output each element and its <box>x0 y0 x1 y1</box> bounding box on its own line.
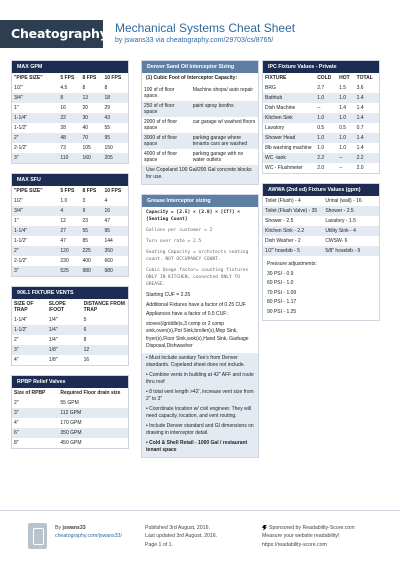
grease-text: stoves(/griddle)s,3 comp or 2 comp sink,oven(s),Pot Sink,broiler(s),Mop Sink, fryer(s),Floor Sink,wok(s),Hand Sink, Garbage Disposal,Dishwasher <box>146 320 249 350</box>
table-row <box>263 246 379 256</box>
fixture-vents-table <box>12 299 128 365</box>
table-row <box>12 438 128 448</box>
footer-page: Page 1 of 1. <box>145 541 173 548</box>
table-header: "PIPE SIZE" <box>12 186 58 196</box>
table-cell: Bathtub <box>263 93 315 103</box>
table-header: Required Floor drain size <box>58 388 128 398</box>
table-cell: 30 <box>80 113 102 123</box>
table-cell: parking garage with no water outlets <box>192 150 244 163</box>
table-header: DISTANCE FROM TRAP <box>82 299 128 315</box>
table-row <box>142 85 258 101</box>
table-row <box>12 355 128 365</box>
section-title: Denver Sand Oil Interceptor Sizing <box>142 61 258 73</box>
byline-url-link[interactable]: cheatography.com/29703/cs/8765/ <box>166 37 274 44</box>
byline-prefix: by <box>115 37 123 44</box>
formula-line: Seating Capacity = architects seating count. NOT OCCUPANCY COUNT. <box>146 249 249 263</box>
table-row <box>12 123 128 133</box>
table-cell: 16 <box>83 357 90 363</box>
table-cell: 2.2 <box>355 153 379 163</box>
table-cell: 4 <box>104 198 108 204</box>
lightning-icon <box>262 525 267 531</box>
table-cell: 2" <box>12 133 58 143</box>
table-cell: 250 sf of floor space <box>142 101 191 117</box>
table-cell: Dish Washer - 2 <box>265 238 301 244</box>
table-row <box>263 206 379 216</box>
table-cell: 4 <box>58 206 80 216</box>
table-cell: 1/4" <box>47 325 82 335</box>
table-row <box>263 216 379 226</box>
table-row <box>263 113 379 123</box>
table-cell: 205 <box>102 153 128 163</box>
footer-dates <box>145 524 217 549</box>
grease-bullet: • Coordinate location w/ civil engineer. They will need capacity, location, and vent routing. <box>146 405 252 420</box>
table-header: 5 FPS <box>58 186 80 196</box>
table-row <box>12 83 128 93</box>
table-cell: 350 GPM <box>58 428 128 438</box>
section-title: 906.1 FIXTURE VENTS <box>12 287 128 299</box>
table-cell: 1/2" <box>14 85 23 91</box>
footer-sponsor <box>262 524 355 549</box>
table-cell: 980 <box>80 266 102 276</box>
table-cell: 1.4 <box>355 133 379 143</box>
table-cell: 0.5 <box>339 125 347 131</box>
table-cell: BRG <box>265 85 276 91</box>
table-cell: 8 <box>82 85 86 91</box>
table-cell: Shower Head <box>263 133 315 143</box>
table-cell: 73 <box>60 145 66 151</box>
table-cell: 29 <box>104 105 111 111</box>
grease-bullet: • Must include sanitary Tee's from Denver standards. Copeland sheet does not include. <box>146 354 245 369</box>
sand-oil-table <box>142 85 258 165</box>
table-cell: car garage w/ washed floors <box>192 118 256 125</box>
table-row <box>12 246 128 256</box>
table-cell: 43 <box>102 113 128 123</box>
table-header: HOT <box>337 73 355 83</box>
table-cell: 2-1/2" <box>14 258 28 264</box>
table-row <box>263 153 379 163</box>
column-3 <box>262 60 380 330</box>
table-cell: 1-1/4" <box>12 113 58 123</box>
table-cell: 6 <box>82 325 128 335</box>
table-cell: 2.0 <box>356 165 364 171</box>
table-header: 10 FPS <box>102 186 128 196</box>
table-row <box>263 163 379 173</box>
table-cell: 13 <box>80 93 102 103</box>
table-cell: Dish Machine <box>265 105 296 111</box>
table-row <box>12 325 128 335</box>
table-cell: 1.4 <box>356 145 364 151</box>
ipc-fixture-values-section <box>262 60 380 174</box>
table-cell: 47 <box>60 238 66 244</box>
table-cell: Toilet (Flush) - 4 <box>265 198 301 204</box>
table-row <box>12 315 128 325</box>
section-note: Use Copeland 100 Gal/200 Gal concrete blocks for use. <box>142 165 258 184</box>
table-cell: 27 <box>58 226 80 236</box>
table-cell: 4" <box>14 420 19 426</box>
table-row <box>12 216 128 226</box>
pressure-title: Pressure adjustments: <box>267 261 317 267</box>
table-header: TOTAL <box>355 73 379 83</box>
author-avatar[interactable] <box>28 523 47 549</box>
table-header: SLOPE /FOOT <box>47 299 82 315</box>
table-cell: 1-1/4" <box>12 226 58 236</box>
grease-text: Starting CUF = 2.25 <box>146 292 191 299</box>
section-subtitle: (1) Cubic Foot of Interceptor Capacity: <box>146 75 238 81</box>
table-cell: 3" <box>12 153 58 163</box>
footer-author-url[interactable]: cheatography.com/jswans33/ <box>55 533 122 540</box>
table-row <box>142 133 258 149</box>
table-row <box>12 206 128 216</box>
table-cell: 1-1/2" <box>14 238 28 244</box>
table-cell: -- <box>317 105 321 111</box>
table-cell: 95 <box>102 226 128 236</box>
awwa-table <box>263 196 379 256</box>
table-row <box>12 196 128 206</box>
table-cell: 22 <box>58 113 80 123</box>
fixture-vents-section <box>11 286 129 366</box>
table-row <box>142 117 258 133</box>
table-cell: 8" <box>14 440 19 446</box>
table-row <box>12 93 128 103</box>
table-cell: 1-1/2" <box>14 125 28 131</box>
table-cell: parking garage where tenants cars are washed <box>191 133 258 149</box>
table-cell: 150 <box>104 145 113 151</box>
table-cell: 16 <box>102 206 128 216</box>
section-title: AWWA (2nd ed) Fixture Values (gpm) <box>263 184 379 196</box>
table-cell: 23 <box>82 218 88 224</box>
footer-updated: Last updated 3rd August, 2016. <box>145 533 218 540</box>
table-row <box>12 335 128 345</box>
table-cell: 55 GPM <box>60 400 79 406</box>
table-row <box>263 93 379 103</box>
max-gpm-section <box>11 60 129 164</box>
table-cell: 20 <box>82 105 88 111</box>
table-cell: 8lb washing machine <box>265 145 312 151</box>
max-sfu-section <box>11 173 129 277</box>
table-cell: 450 GPM <box>60 440 82 446</box>
table-row <box>263 226 379 236</box>
table-cell: Kitchen Sink - 2.2 <box>263 226 323 236</box>
table-cell: 1" <box>14 218 19 224</box>
table-cell: 4000 sf of floor space <box>144 150 178 163</box>
table-cell: 144 <box>104 238 113 244</box>
table-cell: 660 <box>104 258 113 264</box>
table-cell: 48 <box>58 133 80 143</box>
section-title: IPC Fixture Values - Private <box>263 61 379 73</box>
table-cell: 1/8" <box>48 357 58 363</box>
table-cell: 47 <box>104 218 111 224</box>
sponsor-label[interactable]: Sponsored by Readability-Score.com <box>269 525 355 531</box>
table-cell: 3" <box>12 408 58 418</box>
table-cell: 0.5 <box>317 125 325 131</box>
table-cell: 1.0 <box>317 145 325 151</box>
pressure-item: 80 PSI - 1.17 <box>267 299 297 305</box>
table-cell: 1-1/4" <box>14 317 28 323</box>
table-row <box>12 113 128 123</box>
sponsor-url[interactable]: https://readability-score.com <box>262 541 327 548</box>
table-cell: 70 <box>80 133 102 143</box>
table-row <box>263 236 379 246</box>
grease-text: Additional Fixtures have a factor of 0.25 CUF <box>146 301 246 308</box>
table-cell: Shower - 2.5 <box>323 206 379 216</box>
table-cell: WC -tank <box>263 153 315 163</box>
table-row <box>12 418 128 428</box>
table-cell: 6" <box>12 428 58 438</box>
table-cell: 170 GPM <box>60 420 82 426</box>
table-cell: 2.7 <box>317 85 325 91</box>
table-cell: 980 <box>102 266 128 276</box>
footer-by: By <box>55 525 62 531</box>
table-cell: 16 <box>60 105 66 111</box>
pressure-item: 60 PSI - 1.0 <box>267 280 294 286</box>
table-row <box>12 345 128 355</box>
table-cell: 2.2 <box>315 153 337 163</box>
table-header: 8 FPS <box>80 73 102 83</box>
table-row <box>263 103 379 113</box>
table-cell: 5/8" hosebib - 9 <box>323 246 379 256</box>
rpbp-relief-valves-section <box>11 375 129 449</box>
table-row <box>12 408 128 418</box>
table-cell: Urinal (wall) - 16 <box>325 198 362 204</box>
table-cell: Lavatory <box>265 125 285 131</box>
table-row <box>12 266 128 276</box>
grease-bullet: • Cold & Shell Retail - 1000 Gal / restaurant tenant space <box>146 439 248 454</box>
table-cell: 4.5 <box>60 85 68 91</box>
section-title: Grease Interceptor sizing <box>142 195 258 207</box>
table-cell: paint spray booths <box>191 101 258 117</box>
table-row <box>12 226 128 236</box>
ipc-table <box>263 73 379 173</box>
sponsor-line: Measure your website readability! <box>262 533 340 540</box>
table-cell: 3" <box>12 345 47 355</box>
table-header: SIZE OF TRAP <box>12 299 47 315</box>
table-cell: 1.4 <box>356 105 364 111</box>
footer-author-name[interactable]: jswans33 <box>62 525 86 531</box>
table-cell: Shower - 2.5 <box>265 218 294 224</box>
max-sfu-table <box>12 186 128 276</box>
table-row <box>142 149 258 165</box>
table-cell: 5 <box>83 317 87 323</box>
table-cell: 1.0 <box>337 113 355 123</box>
table-cell: 1/4" <box>48 317 58 323</box>
table-cell: 2-1/2" <box>14 145 28 151</box>
table-row <box>12 103 128 113</box>
table-cell: 230 <box>60 258 69 264</box>
byline-author-link[interactable]: jswans33 <box>124 37 154 44</box>
table-cell: 225 <box>80 246 102 256</box>
table-cell: 2000 sf of floor space <box>144 118 178 131</box>
rpbp-table <box>12 388 128 448</box>
table-cell: 1/2" hosebib - 5 <box>263 246 323 256</box>
footer-author <box>55 524 122 541</box>
table-cell: 1.5 <box>339 85 347 91</box>
section-title: MAX SFU <box>12 174 128 186</box>
grease-bullet: • 8 total vent length >42', increase vent size from 2" to 3" <box>146 388 254 403</box>
table-cell: 0.7 <box>356 125 364 131</box>
table-cell: CWSW- 6 <box>325 238 348 244</box>
footer-published: Published 3rd August, 2016. <box>145 525 210 531</box>
table-cell: 1.4 <box>355 113 379 123</box>
table-row <box>12 236 128 246</box>
table-cell: -- <box>337 153 355 163</box>
awwa-fixture-values-section <box>262 183 380 321</box>
table-row <box>12 256 128 266</box>
table-cell: 400 <box>82 258 91 264</box>
table-cell: 105 <box>82 145 91 151</box>
grease-text: Appliances have a factor of 0.5 CUF: <box>146 311 228 318</box>
table-cell: 120 <box>58 246 80 256</box>
table-cell: 1.0 <box>315 113 337 123</box>
table-header: Size of RPBP <box>12 388 58 398</box>
table-cell: 3" <box>12 266 58 276</box>
table-header: FIXTURE <box>263 73 315 83</box>
table-cell: 2" <box>14 400 19 406</box>
table-cell: 1.0 <box>60 198 68 204</box>
pressure-item: 70 PSI - 1.09 <box>267 289 297 296</box>
table-row <box>263 123 379 133</box>
table-cell: 1/2" <box>14 198 23 204</box>
page-header <box>0 0 400 52</box>
cheatography-logo[interactable]: Cheatography <box>0 20 103 48</box>
table-cell: 8 <box>104 85 108 91</box>
table-cell: 28 <box>60 125 66 131</box>
pressure-item: 30 PSI - 0.9 <box>267 270 294 277</box>
column-1 <box>11 60 129 458</box>
table-cell: 1.0 <box>315 93 337 103</box>
table-header: COLD <box>315 73 337 83</box>
table-cell: 8 <box>83 337 87 343</box>
formula-line: Turn over rate = 2.5 <box>146 238 202 244</box>
table-cell: 2.0 <box>317 165 325 171</box>
table-cell: 112 GPM <box>58 408 128 418</box>
table-cell: 350 <box>102 246 128 256</box>
table-header: 5 FPS <box>58 73 80 83</box>
table-cell: Lavatory - 1.5 <box>325 218 356 224</box>
table-cell: WC - Flushmeter <box>265 165 303 171</box>
table-header: "PIPE SIZE" <box>12 73 58 83</box>
grease-bullet: • Combine vents in building at 42" AFF and route thru roof <box>146 371 254 386</box>
formula-line: Capacity = [2.5] × [2.0] × [CT?] × [Seating Count] <box>146 209 241 222</box>
formula-line: Gallons per customer = 2 <box>146 227 213 233</box>
table-header: 8 FPS <box>80 186 102 196</box>
table-cell: 12 <box>60 218 66 224</box>
table-cell: 4" <box>14 357 19 363</box>
table-cell: 100 sf of floor space. <box>144 86 175 99</box>
section-title: MAX GPM <box>12 61 128 73</box>
table-cell: 12 <box>82 345 128 355</box>
formula-line: Cubic Usage factor= counting fixtures ONLY IN KITCHEN, connected ONLY TO GREASE. <box>146 268 249 288</box>
table-cell: 8 <box>58 93 80 103</box>
table-row <box>12 133 128 143</box>
table-cell: Machine shops/ auto repair <box>192 86 254 93</box>
table-cell: 95 <box>102 133 128 143</box>
table-row <box>142 101 258 117</box>
table-header: 10 FPS <box>102 73 128 83</box>
table-cell: 1" <box>14 105 19 111</box>
byline <box>115 37 273 44</box>
table-row <box>263 143 379 153</box>
table-cell: 1.0 <box>315 133 337 143</box>
byline-via: via <box>155 37 165 44</box>
grease-interceptor-section <box>141 194 259 458</box>
table-cell: 1-1/2" <box>12 325 47 335</box>
page-title: Mechanical Systems Cheat Sheet <box>115 21 296 35</box>
column-2 <box>141 60 259 467</box>
table-cell: 160 <box>80 153 102 163</box>
table-cell: 2" <box>14 337 19 343</box>
table-cell: 85 <box>82 238 88 244</box>
table-cell: 9 <box>80 206 102 216</box>
table-cell: 1/4" <box>48 337 58 343</box>
table-cell: 18 <box>102 93 128 103</box>
table-cell: Utility Sink - 4 <box>323 226 379 236</box>
table-row <box>263 196 379 206</box>
table-cell: 1.4 <box>339 105 347 111</box>
table-cell: Toilet (Flush Valve) - 35 <box>263 206 323 216</box>
table-cell: 3/4" <box>12 93 58 103</box>
section-title: RPBP Relief Valves <box>12 376 128 388</box>
table-cell: 1.0 <box>337 93 355 103</box>
table-cell: -- <box>339 165 343 171</box>
table-cell: 55 <box>80 226 102 236</box>
table-row <box>263 133 379 143</box>
table-cell: 3.6 <box>356 85 364 91</box>
max-gpm-table <box>12 73 128 163</box>
table-cell: 525 <box>58 266 80 276</box>
sand-oil-interceptor-section <box>141 60 259 185</box>
table-row <box>12 428 128 438</box>
table-cell: 3/4" <box>12 206 58 216</box>
table-cell: 2" <box>12 246 58 256</box>
grease-bullet: • Include Denver standard and GI dimensions on drawing in interceptor detail. <box>146 422 254 437</box>
table-row <box>12 153 128 163</box>
table-cell: 1.4 <box>355 93 379 103</box>
table-cell: 3 <box>82 198 86 204</box>
table-row <box>263 83 379 93</box>
table-cell: 1/8" <box>47 345 82 355</box>
table-row <box>12 143 128 153</box>
table-cell: 40 <box>82 125 88 131</box>
pressure-item: 90 PSI - 1.25 <box>267 308 297 315</box>
table-cell: 110 <box>58 153 80 163</box>
table-cell: Kitchen Sink <box>263 113 315 123</box>
table-cell: 1.0 <box>337 133 355 143</box>
table-row <box>12 398 128 408</box>
table-cell: 3000 sf of floor space <box>142 133 191 149</box>
table-cell: 55 <box>104 125 111 131</box>
table-cell: 1.0 <box>339 145 347 151</box>
